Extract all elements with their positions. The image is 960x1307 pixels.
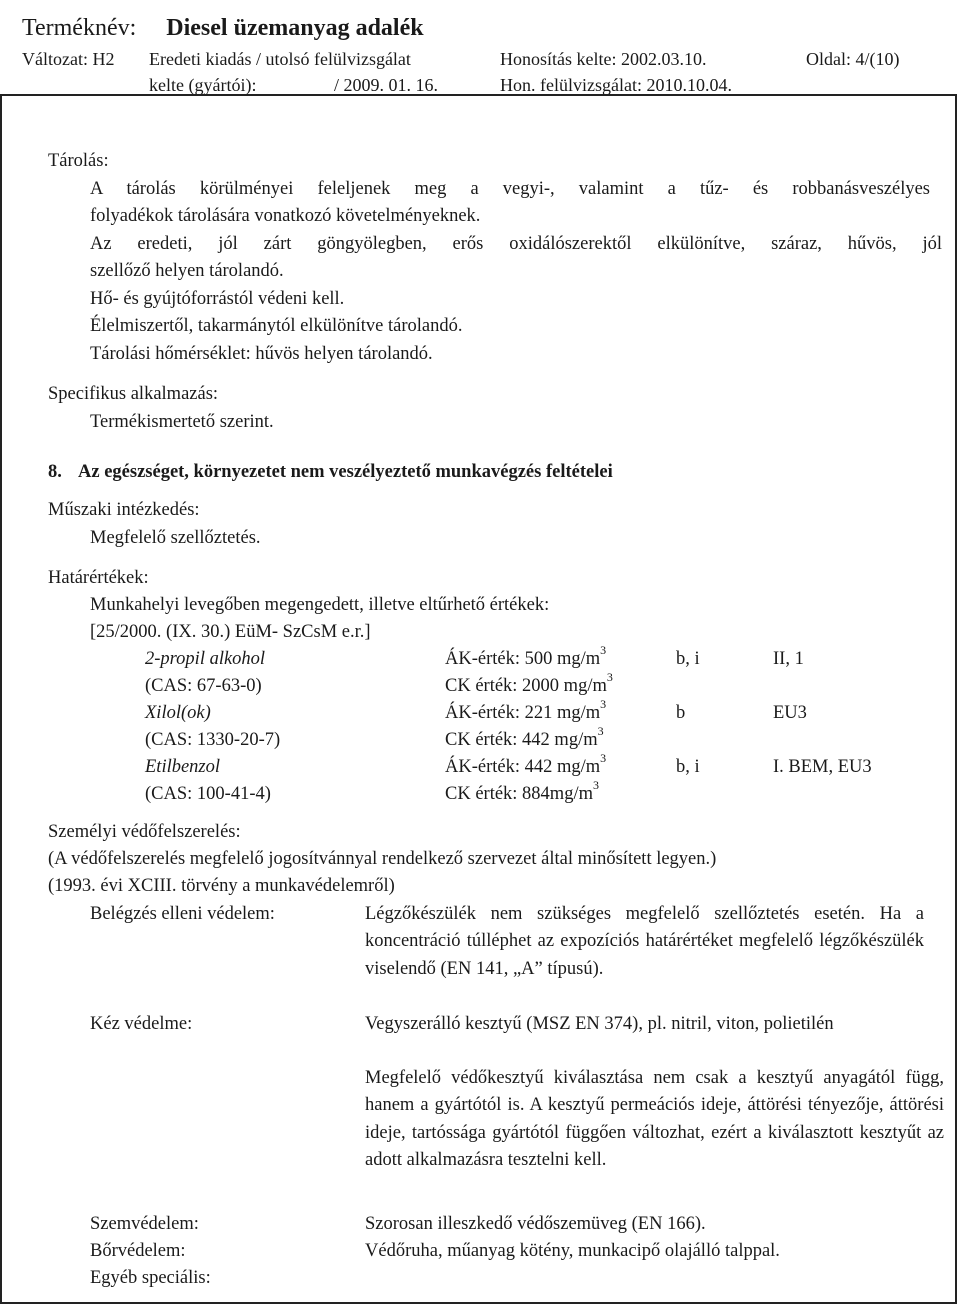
storage-line-1: A tárolás körülményei feleljenek meg a vegyi-, valamint a tűz- és robbanásveszélyes (90, 179, 930, 199)
product-name: Diesel üzemanyag adalék (166, 15, 424, 41)
eye-label: Szemvédelem: (90, 1214, 199, 1234)
storage-line-4: szellőző helyen tárolandó. (90, 261, 284, 281)
substance-class: II, 1 (773, 649, 804, 669)
substance-class: I. BEM, EU3 (773, 757, 872, 777)
substance-note: b, i (676, 757, 700, 777)
product-title-line (22, 10, 952, 46)
storage-line-3: Az eredeti, jól zárt göngyölegben, erős oxidálószerektől elkülönítve, száraz, hűvös, jól (90, 234, 942, 254)
ppe-line-2: (1993. évi XCIII. törvény a munkavédelemről) (48, 876, 395, 896)
limits-heading: Határértékek: (48, 568, 149, 588)
ck-value: CK érték: 2000 $mg/m^3$ (445, 669, 613, 696)
respiratory-label: Belégzés elleni védelem: (90, 904, 275, 924)
substance-name: 2-propil alkohol (145, 649, 266, 669)
hand-text-1: Vegyszerálló kesztyű (MSZ EN 374), pl. nitril, viton, polietilén (365, 1014, 834, 1034)
substance-class: EU3 (773, 703, 807, 723)
substance-note: b (676, 703, 686, 723)
storage-heading: Tárolás: (48, 151, 109, 171)
storage-line-6: Élelmiszertől, takarmánytól elkülönítve tárolandó. (90, 316, 463, 336)
substance-cas: (CAS: 1330-20-7) (145, 730, 281, 750)
ak-value: ÁK-érték: 500 $mg/m^3$ (445, 642, 607, 669)
storage-line-7: Tárolási hőmérséklet: hűvös helyen tárolandó. (90, 344, 433, 364)
hand-label: Kéz védelme: (90, 1014, 193, 1034)
other-label: Egyéb speciális: (90, 1268, 211, 1288)
header-line-1 (22, 46, 952, 72)
substance-cas: (CAS: 100-41-4) (145, 784, 271, 804)
substance-name: Etilbenzol (145, 757, 221, 777)
ck-value: CK érték: $884mg/m^3$ (445, 777, 599, 804)
storage-line-5: Hő- és gyújtóforrástól védeni kell. (90, 289, 345, 309)
substance-cas: (CAS: 67-63-0) (145, 676, 262, 696)
ak-value: ÁK-érték: 442 $mg/m^3$ (445, 750, 607, 777)
skin-text: Védőruha, műanyag kötény, munkacipő olajálló talppal. (365, 1241, 780, 1261)
document-header (22, 10, 952, 98)
ak-value: ÁK-érték: 221 $mg/m^3$ (445, 696, 607, 723)
issue-label: Eredeti kiadás / utolsó felülvizsgálat (149, 49, 411, 69)
hand-text-2: Megfelelő védőkesztyű kiválasztása nem csak a kesztyű anyagától függ, hanem a gyártótól is. A kesztyű permeációs ideje, áttörési tényezője, áttörési ideje, tartóssága gyártótól függően változhat, ezért a kiválasztott kesztyűt az adott alkalmazásra tesztelni kell. (365, 1068, 944, 1171)
specific-use-heading: Specifikus alkalmazás: (48, 384, 219, 404)
limits-line-2: [25/2000. (IX. 30.) EüM- SzCsM e.r.] (90, 622, 371, 642)
technical-heading: Műszaki intézkedés: (48, 500, 200, 520)
substance-name: Xilol(ok) (145, 703, 211, 723)
storage-line-2: folyadékok tárolására vonatkozó követelményeknek. (90, 206, 481, 226)
substance-note: b, i (676, 649, 700, 669)
review-date: Hon. felülvizsgálat: 2010.10.04. (500, 75, 732, 95)
eye-text: Szorosan illeszkedő védőszemüveg (EN 166). (365, 1214, 706, 1234)
specific-use-text: Termékismertető szerint. (90, 412, 274, 432)
page-number: Oldal: 4/(10) (806, 49, 900, 69)
skin-label: Bőrvédelem: (90, 1241, 186, 1261)
section-title: Az egészséget, környezetet nem veszélyeztető munkavégzés feltételei (78, 462, 613, 482)
section-number: 8. (48, 462, 62, 482)
ppe-line-1: (A védőfelszerelés megfelelő jogosítvánnyal rendelkező szervezet által minősített legyen.) (48, 849, 717, 869)
ck-value: CK érték: 442 $mg/m^3$ (445, 723, 604, 750)
product-label: Terméknév: (22, 15, 137, 41)
issue-date: / 2009. 01. 16. (334, 75, 439, 95)
authorization-date: Honosítás kelte: 2002.03.10. (500, 49, 707, 69)
version: Változat: H2 (22, 49, 115, 69)
ppe-heading: Személyi védőfelszerelés: (48, 822, 241, 842)
technical-text: Megfelelő szellőztetés. (90, 528, 261, 548)
issue-label-2: kelte (gyártói): (149, 75, 257, 95)
respiratory-text: Légzőkészülék nem szükséges megfelelő szellőztetés esetén. Ha a koncentráció túlléphet az expozíciós határértéket megfelelő légzőkészülék viselendő (EN 141, „A” típusú). (365, 904, 924, 979)
limits-line-1: Munkahelyi levegőben megengedett, illetve eltűrhető értékek: (90, 595, 550, 615)
